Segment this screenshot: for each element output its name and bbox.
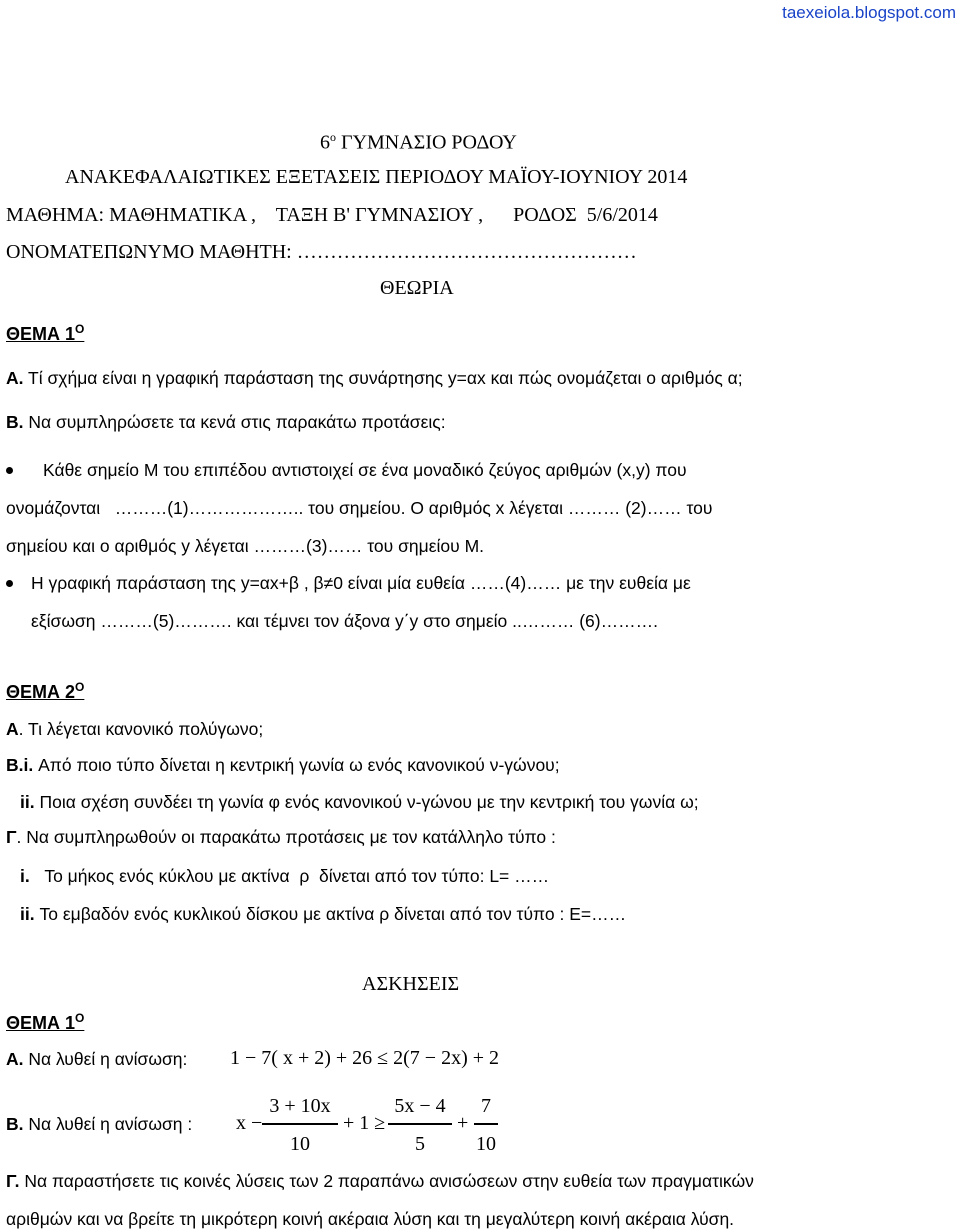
theory-section-title: ΘΕΩΡΙΑ [380, 277, 454, 299]
question-label: i. [20, 866, 30, 886]
question-label: Γ [6, 827, 17, 847]
inequality-a-formula: 1 − 7( x + 2) + 26 ≤ 2(7 − 2x) + 2 [230, 1047, 500, 1069]
fraction-1-denominator: 10 [290, 1133, 310, 1155]
question-text: Να λυθεί η ανίσωση : [23, 1114, 193, 1134]
bullet-icon [6, 467, 13, 474]
question-label: Β. [6, 412, 24, 432]
question-label: Α. [6, 1049, 24, 1069]
theory-theme2-title-sup: Ο [75, 680, 85, 694]
theory-theme2-question-b-ii [20, 792, 699, 813]
question-label: Α [6, 719, 19, 739]
exercises-theme1-title-text: ΘΕΜΑ 1 [6, 1013, 76, 1033]
fill-in-sentence-2-line-2: εξίσωση ………(5)………. και τέμνει τον άξονα y΄y στο σημείο ..……… (6)………. [31, 611, 658, 631]
school-name [320, 130, 517, 155]
theory-theme2-question-b-i [6, 755, 560, 776]
exercises-theme1-title [6, 1011, 84, 1034]
watermark-link[interactable]: taexeiola.blogspot.com [782, 3, 956, 22]
question-text: Το εμβαδόν ενός κυκλικού δίσκου με ακτίνα ρ δίνεται από τον τύπο : Ε=…… [34, 904, 627, 924]
question-text: Το μήκος ενός κύκλου με ακτίνα ρ δίνεται από τον τύπο: L= …… [29, 866, 550, 886]
question-label: Β. [6, 1114, 24, 1134]
school-name-text: ΓΥΜΝΑΣΙΟ ΡΟΔΟΥ [336, 131, 517, 154]
theory-theme2-question-g [6, 827, 556, 848]
theory-theme1-title [6, 322, 84, 345]
exercise-g-line-2: αριθμών και να βρείτε τη μικρότερη κοινή ακέραια λύση και τη μεγαλύτερη κοινή ακέραια λύση. [6, 1209, 735, 1229]
formula-x-minus: x − [236, 1112, 263, 1134]
formula-plus-one-geq: + 1 ≥ [343, 1112, 386, 1134]
theory-theme2-question-g-ii [20, 904, 626, 925]
question-text: Να συμπληρώσετε τα κενά στις παρακάτω προτάσεις: [23, 412, 446, 432]
question-label: Α. [6, 368, 24, 388]
theory-theme2-title-text: ΘΕΜΑ 2 [6, 682, 76, 702]
fraction-2-bar [388, 1123, 452, 1125]
formula-plus: + [457, 1112, 469, 1134]
exercise-g-line-1 [6, 1171, 754, 1192]
exam-title: ΑΝΑΚΕΦΑΛΑΙΩΤΙΚΕΣ ΕΞΕΤΑΣΕΙΣ ΠΕΡΙΟΔΟΥ ΜΑΪΟΥ-ΙΟΥΝΙΟΥ 2014 [65, 166, 688, 188]
fill-in-sentence-1-line-1: Κάθε σημείο Μ του επιπέδου αντιστοιχεί σε ένα μοναδικό ζεύγος αριθμών (x,y) που [43, 460, 687, 480]
theory-theme1-title-text: ΘΕΜΑ 1 [6, 324, 76, 344]
question-text: Ποια σχέση συνδέει τη γωνία φ ενός κανονικού ν-γώνου με την κεντρική του γωνία ω; [34, 792, 699, 812]
question-text: Να παραστήσετε τις κοινές λύσεις των 2 παραπάνω ανισώσεων στην ευθεία των πραγματικών [19, 1171, 754, 1191]
question-text: . Να συμπληρωθούν οι παρακάτω προτάσεις με τον κατάλληλο τύπο : [16, 827, 556, 847]
question-text: Από ποιο τύπο δίνεται η κεντρική γωνία ω ενός κανονικού ν-γώνου; [33, 755, 560, 775]
exercise-a-text [6, 1049, 187, 1070]
fraction-1-numerator: 3 + 10x [269, 1095, 331, 1117]
fraction-3-bar [474, 1123, 498, 1125]
fill-in-sentence-2-line-1: Η γραφική παράσταση της y=αx+β , β≠0 είναι μία ευθεία ……(4)…… με την ευθεία με [31, 573, 691, 593]
fraction-2-numerator: 5x − 4 [394, 1095, 446, 1117]
question-text: Τί σχήμα είναι η γραφική παράσταση της συνάρτησης y=αx και πώς ονομάζεται ο αριθμός α; [23, 368, 743, 388]
question-label: ii. [20, 904, 35, 924]
theory-theme1-title-sup: Ο [75, 322, 85, 336]
question-label: ii. [20, 792, 35, 812]
exercise-b-text [6, 1114, 192, 1135]
theory-theme2-title [6, 680, 84, 703]
theory-theme2-question-a [6, 719, 263, 740]
question-label: Γ. [6, 1171, 20, 1191]
exercises-theme1-title-sup: Ο [75, 1011, 85, 1025]
fraction-3-numerator: 7 [481, 1095, 491, 1117]
subject-line: ΜΑΘΗΜΑ: ΜΑΘΗΜΑΤΙΚΑ , ΤΑΞΗ Β' ΓΥΜΝΑΣΙΟΥ , ΡΟΔΟΣ 5/6/2014 [6, 204, 658, 226]
fraction-1-bar [262, 1123, 338, 1125]
theory-theme1-question-a [6, 368, 743, 389]
question-label: Β.i. [6, 755, 34, 775]
fraction-2-denominator: 5 [415, 1133, 425, 1155]
fraction-3-denominator: 10 [476, 1133, 496, 1155]
question-text: Να λυθεί η ανίσωση: [23, 1049, 188, 1069]
theory-theme1-question-b [6, 412, 446, 433]
bullet-icon [6, 580, 13, 587]
fill-in-sentence-1-line-2: ονομάζονται ………(1)……………….. του σημείου. Ο αριθμός x λέγεται ……… (2)…… του [6, 498, 713, 518]
student-name-line: ΟΝΟΜΑΤΕΠΩΝΥΜΟ ΜΑΘΗΤΗ: …………………………………………… [6, 241, 637, 263]
question-text: . Τι λέγεται κανονικό πολύγωνο; [18, 719, 264, 739]
school-number: 6 [320, 131, 330, 154]
fill-in-sentence-1-line-3: σημείου και ο αριθμός y λέγεται ………(3)…… του σημείου Μ. [6, 536, 485, 556]
school-number-sup: ο [330, 130, 336, 144]
theory-theme2-question-g-i [20, 866, 549, 887]
exercises-section-title: ΑΣΚΗΣΕΙΣ [362, 973, 460, 995]
